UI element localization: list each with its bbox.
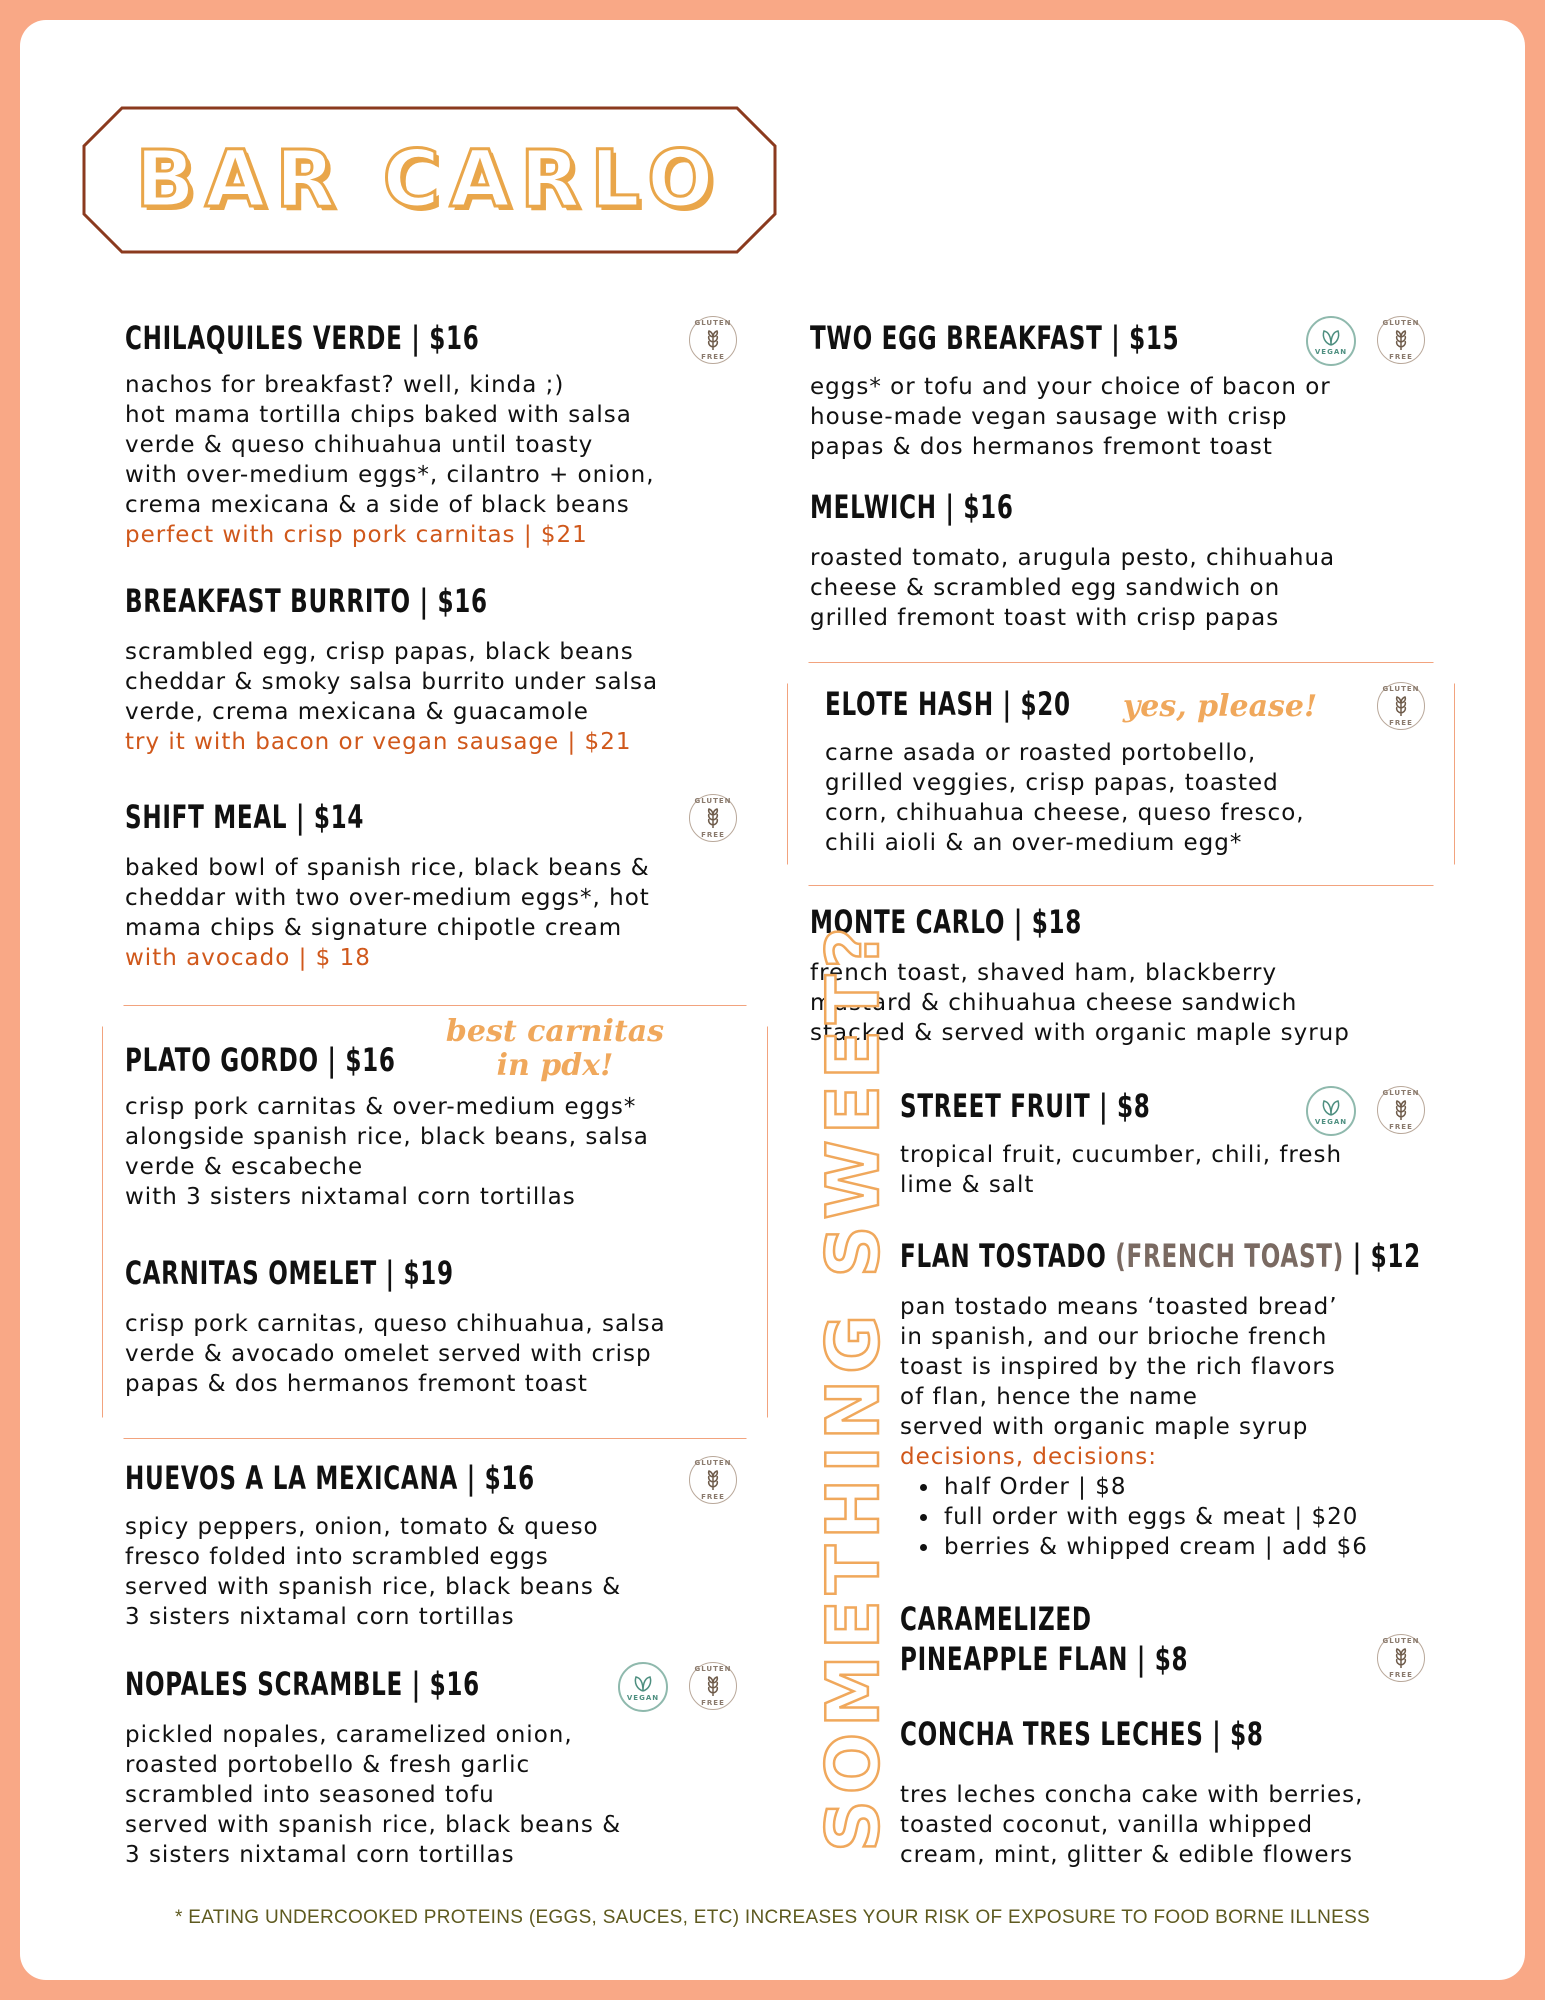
item-title-line2: PINEAPPLE FLAN | $8 xyxy=(900,1640,1189,1678)
menu-item-melwich xyxy=(810,487,1470,633)
menu-item-street-fruit xyxy=(900,1086,1460,1200)
item-desc: crisp pork carnitas, queso chihuahua, salsa verde & avocado omelet served with crisp papas & dos hermanos fremont toast xyxy=(125,1311,666,1397)
yes-please-callout: yes, please! xyxy=(1122,689,1318,724)
item-desc: spicy peppers, onion, tomato & queso fresco folded into scrambled eggs served with spanish rice, black beans & 3 sisters nixtamal corn tortillas xyxy=(125,1514,622,1630)
item-title: PLATO GORDO | $16 xyxy=(125,1041,396,1079)
item-title: MONTE CARLO | $18 xyxy=(810,903,1082,941)
vegan-icon: VEGAN xyxy=(1306,1086,1356,1136)
footer-disclaimer: * EATING UNDERCOOKED PROTEINS (EGGS, SAUCES, ETC) INCREASES YOUR RISK OF EXPOSURE TO FOOD BORNE ILLNESS xyxy=(174,1907,1371,1928)
gluten-free-icon: GLUTEN FREE xyxy=(1377,1086,1425,1134)
menu-item-nopales-scramble xyxy=(125,1664,765,1870)
item-title: SHIFT MEAL | $14 xyxy=(125,798,365,836)
menu-item-two-egg-breakfast xyxy=(810,318,1470,462)
item-title: CHILAQUILES VERDE | $16 xyxy=(125,319,480,357)
item-title xyxy=(900,1236,1421,1276)
item-desc: crisp pork carnitas & over-medium eggs* alongside spanish rice, black beans, salsa verde & escabeche with 3 sisters nixtamal corn tortillas xyxy=(125,1094,649,1210)
menu-item-huevos-mexicana xyxy=(125,1458,765,1632)
item-title: CARNITAS OMELET | $19 xyxy=(125,1254,454,1292)
item-title: NOPALES SCRAMBLE | $16 xyxy=(125,1665,480,1703)
logo-text: BAR CARLO xyxy=(135,135,724,225)
item-desc: baked bowl of spanish rice, black beans & cheddar with two over-medium eggs*, hot mama chips & signature chipotle cream xyxy=(125,855,650,941)
gluten-free-icon: GLUTEN FREE xyxy=(1377,316,1425,364)
item-title: MELWICH | $16 xyxy=(810,488,1014,526)
item-desc: pan tostado means ‘toasted bread’ in spanish, and our brioche french toast is inspired by the rich flavors of flan, hence the name served with organic maple syrup xyxy=(900,1294,1338,1440)
title-price: | $12 xyxy=(1343,1237,1421,1275)
list-item: • berries & whipped cream | add $6 xyxy=(940,1532,1460,1562)
list-item: • half Order | $8 xyxy=(940,1472,1460,1502)
item-desc: nachos for breakfast? well, kinda ;) hot mama tortilla chips baked with salsa verde & queso chihuahua until toasty with over-medium eggs*, cilantro + onion, crema mexicana & a side of black beans xyxy=(125,372,655,518)
decisions-label: decisions, decisions: xyxy=(900,1444,1157,1470)
something-sweet-heading: SOMETHING SWEET? xyxy=(811,921,895,1852)
item-title-line1: CARAMELIZED xyxy=(900,1600,1092,1638)
menu-item-monte-carlo xyxy=(810,902,1470,1048)
gluten-free-icon: GLUTEN FREE xyxy=(1377,682,1425,730)
best-carnitas-callout: best carnitas in pdx! xyxy=(445,1014,665,1083)
gluten-free-icon: GLUTEN FREE xyxy=(689,316,737,364)
vegan-icon: VEGAN xyxy=(1306,316,1356,366)
item-title: CONCHA TRES LECHES | $8 xyxy=(900,1715,1264,1753)
item-desc: pickled nopales, caramelized onion, roasted portobello & fresh garlic scrambled into seasoned tofu served with spanish rice, black beans & 3 sisters nixtamal corn tortillas xyxy=(125,1722,622,1868)
item-addon: perfect with crisp pork carnitas | $21 xyxy=(125,522,588,548)
item-desc: tres leches concha cake with berries, toasted coconut, vanilla whipped cream, mint, glitter & edible flowers xyxy=(900,1782,1364,1868)
item-title: STREET FRUIT | $8 xyxy=(900,1087,1151,1125)
item-desc: scrambled egg, crisp papas, black beans cheddar & smoky salsa burrito under salsa verde, crema mexicana & guacamole xyxy=(125,639,659,725)
title-sub: (FRENCH TOAST) xyxy=(1115,1237,1344,1275)
gluten-free-icon: GLUTEN FREE xyxy=(689,1456,737,1504)
options-list xyxy=(900,1472,1460,1562)
list-item: • full order with eggs & meat | $20 xyxy=(940,1502,1460,1532)
item-title: ELOTE HASH | $20 xyxy=(825,685,1071,723)
menu-item-breakfast-burrito xyxy=(125,581,765,757)
item-addon: with avocado | $ 18 xyxy=(125,945,371,971)
item-addon: try it with bacon or vegan sausage | $21 xyxy=(125,729,632,755)
item-title: HUEVOS A LA MEXICANA | $16 xyxy=(125,1459,535,1497)
logo xyxy=(82,106,777,254)
gluten-free-icon: GLUTEN FREE xyxy=(1377,1634,1425,1682)
item-desc: roasted tomato, arugula pesto, chihuahua cheese & scrambled egg sandwich on grilled fremont toast with crisp papas xyxy=(810,545,1336,631)
item-desc: tropical fruit, cucumber, chili, fresh lime & salt xyxy=(900,1142,1343,1198)
item-desc: french toast, shaved ham, blackberry mustard & chihuahua cheese sandwich stacked & served with organic maple syrup xyxy=(810,960,1350,1046)
gluten-free-icon: GLUTEN FREE xyxy=(689,1662,737,1710)
menu-item-concha-tres-leches xyxy=(900,1714,1460,1870)
menu-item-shift-meal xyxy=(125,797,765,973)
item-desc: eggs* or tofu and your choice of bacon or house-made vegan sausage with crisp papas & dos hermanos fremont toast xyxy=(810,374,1331,460)
menu-item-chilaquiles xyxy=(125,318,765,550)
item-title: TWO EGG BREAKFAST | $15 xyxy=(810,319,1180,357)
gluten-free-icon: GLUTEN FREE xyxy=(689,794,737,842)
vegan-icon: VEGAN xyxy=(618,1662,668,1712)
title-main: FLAN TOSTADO xyxy=(900,1237,1116,1275)
menu-item-flan-tostado xyxy=(900,1236,1460,1562)
item-title: BREAKFAST BURRITO | $16 xyxy=(125,582,488,620)
item-desc: carne asada or roasted portobello, grilled veggies, crisp papas, toasted corn, chihuahua cheese, queso fresco, chili aioli & an over-medium egg* xyxy=(825,740,1305,856)
menu-item-pineapple-flan xyxy=(900,1599,1460,1679)
menu-item-carnitas-omelet xyxy=(125,1253,765,1399)
